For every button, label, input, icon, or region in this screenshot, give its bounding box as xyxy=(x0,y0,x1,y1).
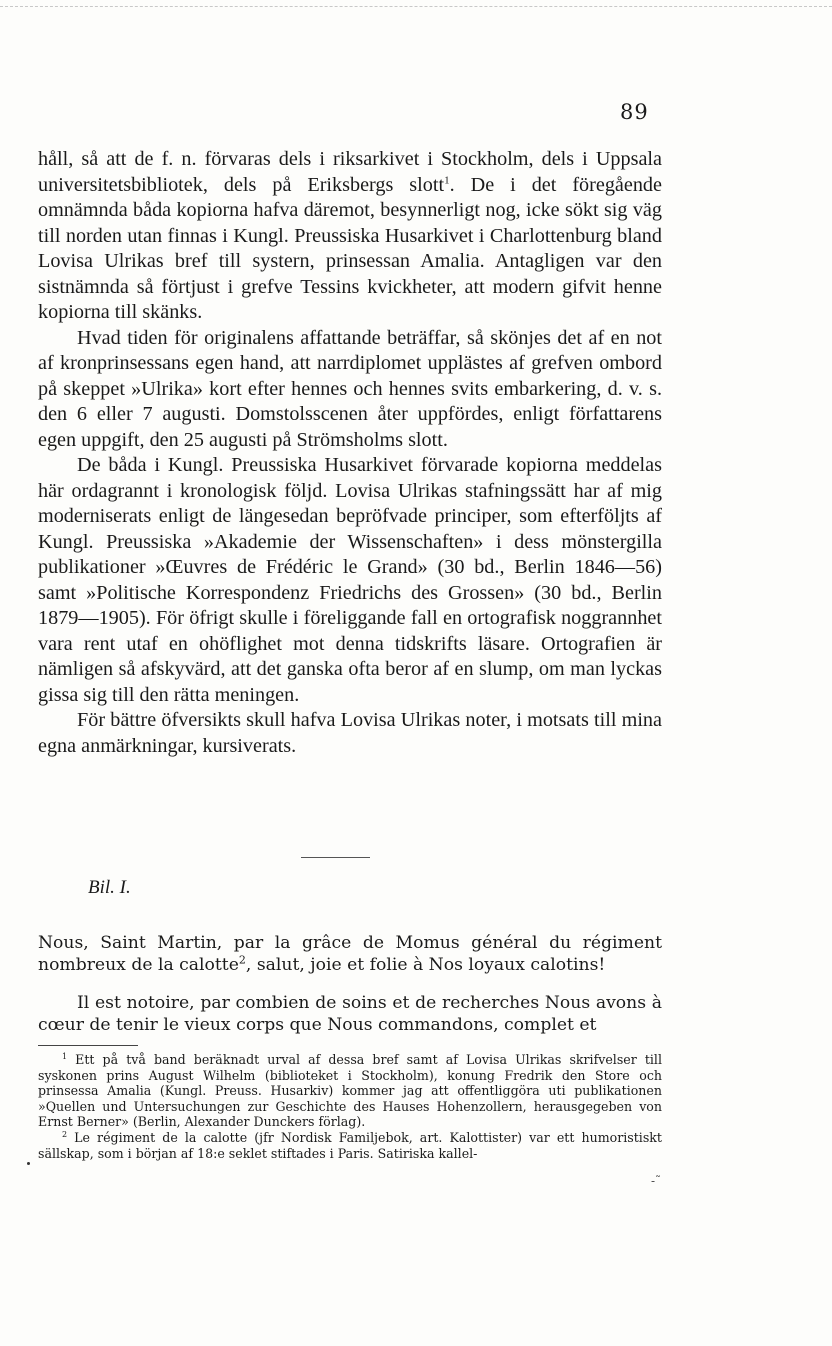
paragraph-3: De båda i Kungl. Preussiska Husarkivet förvarade kopiorna meddelas här ordagrannt i kronologisk följd. Lovisa Ulrikas stafningssätt har af mig moderniserats enligt de längesedan bepröfvade principer, som efterföljts af Kungl. Preussiska »Akademie der Wissenschaften» i dess mönstergilla publikationer »Œuvres de Frédéric le Grand» (30 bd., Berlin 1846—56) samt »Politische Korrespondenz Friedrichs des Grossen» (30 bd., Berlin 1879—1905). För öfrigt skulle i föreliggande fall en ortografisk noggrannhet vara rent utaf en ohöflighet mot denna tidskrifts läsare. Ortografien är nämligen så afskyvärd, att det ganska ofta beror af en slump, om man lyckas gissa sig till den rätta meningen. xyxy=(38,454,662,706)
appendix-paragraph-1-end: , salut, joie et folie à Nos loyaux calotins! xyxy=(245,955,606,975)
appendix-paragraph-1-text: Nous, Saint Martin, par la grâce de Momus général du régiment nombreux de la calotte xyxy=(38,933,662,975)
footnotes xyxy=(38,1052,662,1161)
footnote-1-marker: 1 xyxy=(62,1051,68,1061)
footnote-1-text: Ett på två band beräknadt urval af dessa bref samt af Lovisa Ulrikas skrifvelser till syskonen prins August Wilhelm (biblioteket i Stockholm), konung Fredrik den Store och prinsessa Amalia (Kungl. Preuss. Husarkiv) kommer jag att offentliggöra uti publikationen »Quellen und Untersuchungen zur Geschichte des Hauses Hohenzollern, herausgegeben von Ernst Berner» (Berlin, Alexander Dunckers förlag). xyxy=(38,1052,662,1130)
margin-dot xyxy=(27,1162,30,1165)
footnote-2-text: Le régiment de la calotte (jfr Nordisk Familjebok, art. Kalottister) var ett humoristiskt sällskap, som i början af 18:e seklet stiftades i Paris. Satiriska kallel- xyxy=(38,1129,662,1161)
appendix-paragraph-1 xyxy=(38,932,662,976)
appendix-text xyxy=(38,932,662,1036)
page-number: 89 xyxy=(620,100,649,124)
footnote-ref-1: 1 xyxy=(444,173,450,186)
appendix-paragraph-2: Il est notoire, par combien de soins et de recherches Nous avons à cœur de tenir le vieux corps que Nous commandons, complet et xyxy=(38,993,662,1035)
paragraph-1 xyxy=(38,147,662,326)
main-text xyxy=(38,147,662,759)
footnote-ref-2: 2 xyxy=(238,953,246,967)
footnote-rule xyxy=(38,1045,138,1046)
paragraph-4: För bättre öfversikts skull hafva Lovisa Ulrikas noter, i motsats till mina egna anmärkningar, kursiverats. xyxy=(38,709,662,757)
top-edge-rule xyxy=(0,6,832,7)
paragraph-1-continuation: . De i det föregående omnämnda båda kopiorna hafva däremot, besynnerligt nog, icke sökt sig väg till norden utan finnas i Kungl. Preussiska Husarkivet i Charlottenburg bland Lovisa Ulrikas bref till systern, prinsessan Amalia. Antagligen var den sistnämnda så förtjust i grefve Tessins kvickheter, att modern gifvit henne kopiorna till skänks. xyxy=(38,173,662,323)
footnote-2-marker: 2 xyxy=(62,1129,68,1139)
footnote-1 xyxy=(38,1052,662,1130)
appendix-heading: Bil. I. xyxy=(88,877,131,898)
paragraph-1-text: håll, så att de f. n. förvaras dels i riksarkivet i Stockholm, dels i Uppsala universitetsbibliotek, dels på Eriksbergs slott xyxy=(38,148,662,196)
ink-smudge: -˜ xyxy=(651,1174,662,1188)
section-divider xyxy=(301,857,370,858)
footnote-2 xyxy=(38,1130,662,1161)
paragraph-2: Hvad tiden för originalens affattande beträffar, så skönjes det af en not af kronprinsessans egen hand, att narrdiplomet upplästes af grefven ombord på skeppet »Ulrika» kort efter hennes och hennes svits embarkering, d. v. s. den 6 eller 7 augusti. Domstolsscenen åter uppfördes, enligt författarens egen uppgift, den 25 augusti på Strömsholms slott. xyxy=(38,326,662,451)
